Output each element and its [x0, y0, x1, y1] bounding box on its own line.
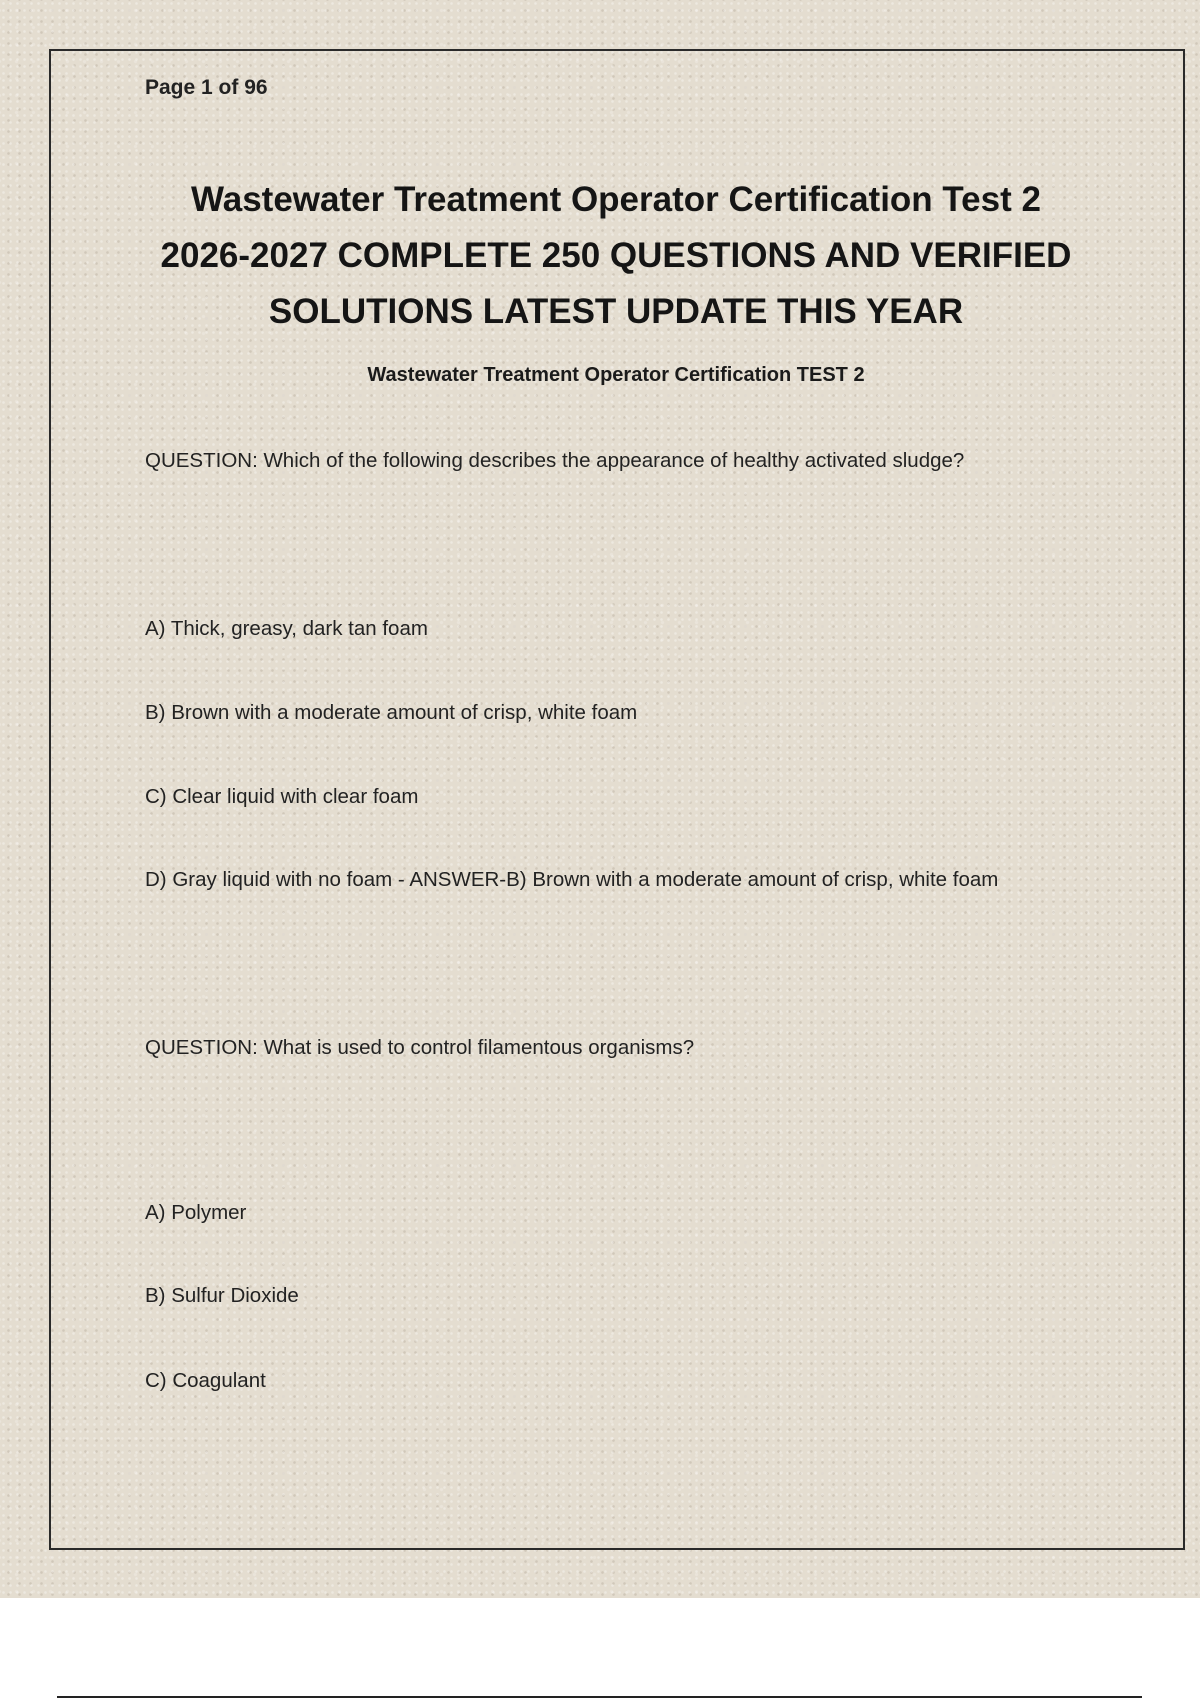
- title-line-3: SOLUTIONS LATEST UPDATE THIS YEAR: [268, 292, 964, 331]
- question-2-option-a: A) Polymer: [145, 1201, 247, 1224]
- document-title: [120, 172, 1112, 340]
- question-1-option-d-answer: D) Gray liquid with no foam - ANSWER-B) Brown with a moderate amount of crisp, white foam: [145, 868, 999, 891]
- page-number: Page 1 of 96: [145, 76, 268, 99]
- question-2-option-c: C) Coagulant: [145, 1369, 266, 1392]
- bottom-divider: [57, 1696, 1142, 1698]
- question-1-option-b: B) Brown with a moderate amount of crisp, white foam: [145, 701, 638, 724]
- document-subtitle: Wastewater Treatment Operator Certification TEST 2: [367, 364, 865, 386]
- question-1-option-c: C) Clear liquid with clear foam: [145, 785, 419, 808]
- question-2-text: QUESTION: What is used to control filamentous organisms?: [145, 1036, 695, 1059]
- question-2-option-b: B) Sulfur Dioxide: [145, 1284, 299, 1307]
- question-1-option-a: A) Thick, greasy, dark tan foam: [145, 617, 428, 640]
- title-line-1: Wastewater Treatment Operator Certification Test 2: [191, 180, 1041, 219]
- title-line-2: 2026-2027 COMPLETE 250 QUESTIONS AND VERIFIED: [160, 236, 1072, 275]
- question-1-text: QUESTION: Which of the following describes the appearance of healthy activated sludge?: [145, 449, 965, 472]
